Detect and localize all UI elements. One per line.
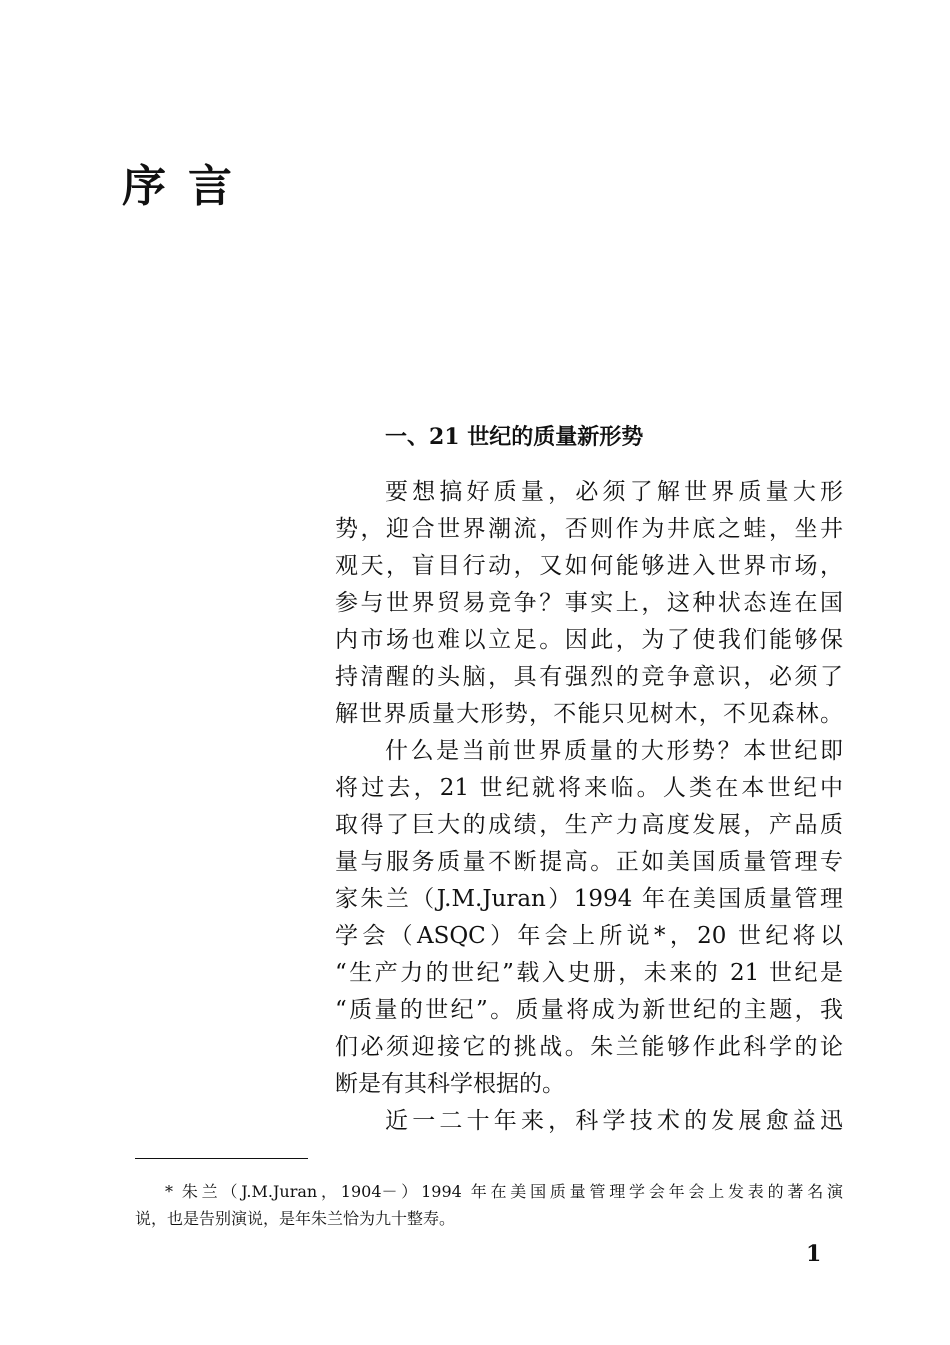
paragraph-2-line-6: 学会（ASQC）年会上所说*，20 世纪将以 xyxy=(335,923,843,949)
paragraph-2-line-2: 将过去，21 世纪就将来临。人类在本世纪中 xyxy=(335,775,843,801)
paragraph-1-line-4: 参与世界贸易竞争？事实上，这种状态连在国 xyxy=(335,590,843,616)
paragraph-1-line-7: 解世界质量大形势，不能只见树木，不见森林。 xyxy=(335,701,843,727)
footnote-line-1: * 朱兰（J.M.Juran，1904－）1994 年在美国质量管理学会年会上发表的著名演 xyxy=(165,1182,843,1201)
paragraph-1-line-5: 内市场也难以立足。因此，为了使我们能够保 xyxy=(335,627,843,653)
page-number: 1 xyxy=(806,1241,822,1267)
paragraph-1-line-1: 要想搞好质量，必须了解世界质量大形 xyxy=(385,479,843,505)
paragraph-2-line-3: 取得了巨大的成绩，生产力高度发展，产品质 xyxy=(335,812,843,838)
chapter-title: 序言 xyxy=(122,161,254,212)
paragraph-2-line-4: 量与服务质量不断提高。正如美国质量管理专 xyxy=(335,849,843,875)
section-heading: 一、21 世纪的质量新形势 xyxy=(385,424,644,450)
paragraph-2-line-10: 断是有其科学根据的。 xyxy=(335,1071,565,1097)
paragraph-3-line-1: 近一二十年来，科学技术的发展愈益迅 xyxy=(385,1108,843,1134)
paragraph-1-line-3: 观天，盲目行动，又如何能够进入世界市场， xyxy=(335,553,843,579)
body-text xyxy=(335,474,843,1140)
footnote-divider xyxy=(135,1158,308,1159)
paragraph-1-line-2: 势，迎合世界潮流，否则作为井底之蛙，坐井 xyxy=(335,516,843,542)
paragraph-1-line-6: 持清醒的头脑，具有强烈的竞争意识，必须了 xyxy=(335,664,843,690)
paragraph-2-line-9: 们必须迎接它的挑战。朱兰能够作此科学的论 xyxy=(335,1034,843,1060)
paragraph-2-line-1: 什么是当前世界质量的大形势？本世纪即 xyxy=(385,738,843,764)
footnote-line-2: 说，也是告别演说，是年朱兰恰为九十整寿。 xyxy=(135,1209,456,1228)
paragraph-2-line-7: “生产力的世纪”载入史册，未来的 21 世纪是 xyxy=(335,960,843,986)
footnote xyxy=(135,1178,843,1232)
paragraph-2-line-8: “质量的世纪”。质量将成为新世纪的主题，我 xyxy=(335,997,843,1023)
paragraph-2-line-5: 家朱兰（J.M.Juran）1994 年在美国质量管理 xyxy=(335,886,843,912)
